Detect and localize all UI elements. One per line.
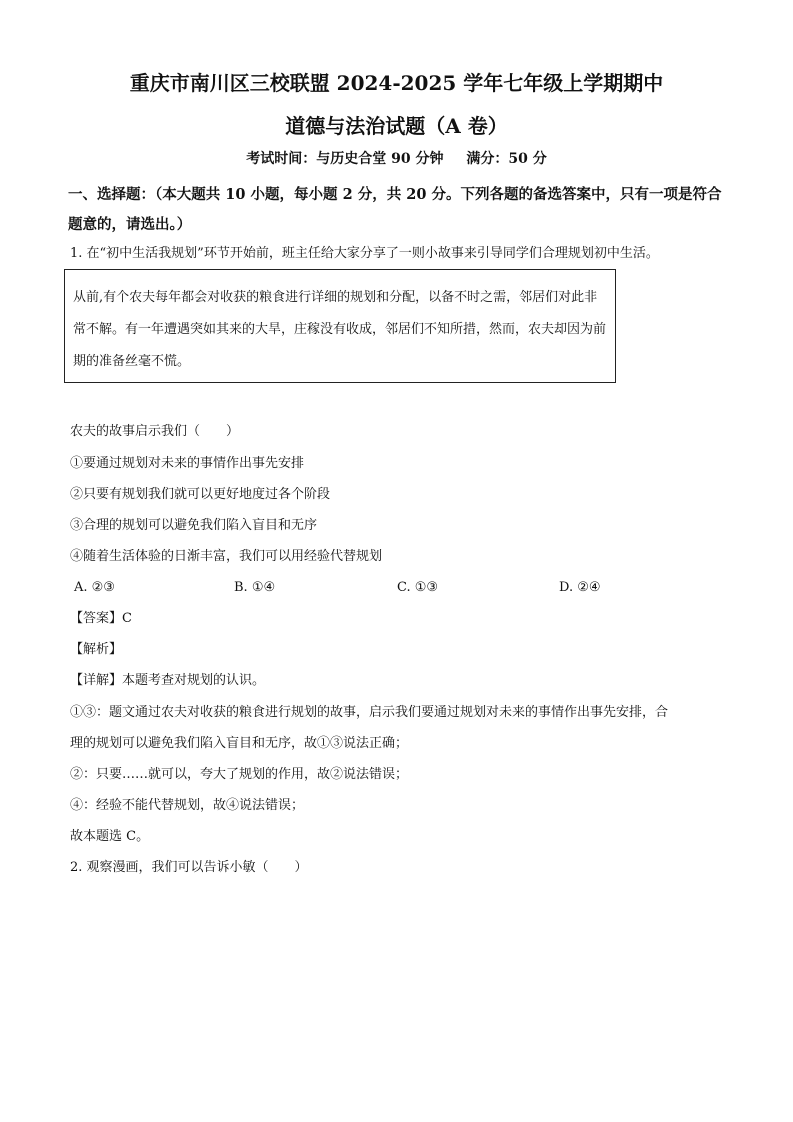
option-d: D. ②④	[559, 580, 601, 595]
explanation-1-line1: ①③：题文通过农夫对收获的粮食进行规划的故事，启示我们要通过规划对未来的事情作出事先安排，合	[70, 705, 669, 720]
exam-time: 考试时间：与历史合堂 90 分钟	[246, 151, 444, 167]
explanation-2: ②：只要……就可以，夸大了规划的作用，故②说法错误；	[70, 767, 409, 782]
analysis-label: 【解析】	[70, 642, 123, 657]
option-a: A. ②③	[74, 580, 115, 595]
explanation-3: ④：经验不能代替规划，故④说法错误；	[70, 798, 305, 813]
conclusion: 故本题选 C。	[70, 829, 150, 844]
story-box	[64, 269, 616, 383]
statement-1: ①要通过规划对未来的事情作出事先安排	[70, 456, 305, 471]
statement-2: ②只要有规划我们就可以更好地度过各个阶段	[70, 487, 331, 502]
statement-3: ③合理的规划可以避免我们陷入盲目和无序	[70, 518, 318, 533]
story-text: 从前,有个农夫每年都会对收获的粮食进行详细的规划和分配，以备不时之需，邻居们对此非常不解。有一年遭遇突如其来的大旱，庄稼没有收成，邻居们不知所措，然而，农夫却因为前期的准备丝毫不慌。	[73, 290, 607, 369]
detail-intro: 【详解】本题考查对规划的认识。	[70, 673, 266, 688]
question-1-stem: 1. 在“初中生活我规划”环节开始前，班主任给大家分享了一则小故事来引导同学们合理规划初中生活。	[70, 246, 659, 261]
section-heading: 一、选择题：（本大题共 10 小题，每小题 2 分，共 20 分。下列各题的备选答案中，只有一项是符合题意的，请选出。）	[68, 186, 722, 233]
option-b: B. ①④	[234, 580, 276, 595]
explanation-1-line2: 理的规划可以避免我们陷入盲目和无序，故①③说法正确；	[70, 736, 409, 751]
exam-title-line2: 道德与法治试题（A 卷）	[285, 114, 508, 138]
exam-title-line1: 重庆市南川区三校联盟 2024-2025 学年七年级上学期期中	[129, 71, 664, 95]
statement-4: ④随着生活体验的日渐丰富，我们可以用经验代替规划	[70, 549, 383, 564]
option-c: C. ①③	[397, 580, 439, 595]
answer-options	[74, 579, 714, 597]
full-score: 满分：50 分	[466, 151, 547, 167]
answer-label: 【答案】C	[70, 611, 132, 626]
question-1-prompt: 农夫的故事启示我们（ ）	[70, 424, 240, 439]
exam-meta	[0, 150, 793, 168]
question-2-stem: 2. 观察漫画，我们可以告诉小敏（ ）	[70, 860, 308, 875]
